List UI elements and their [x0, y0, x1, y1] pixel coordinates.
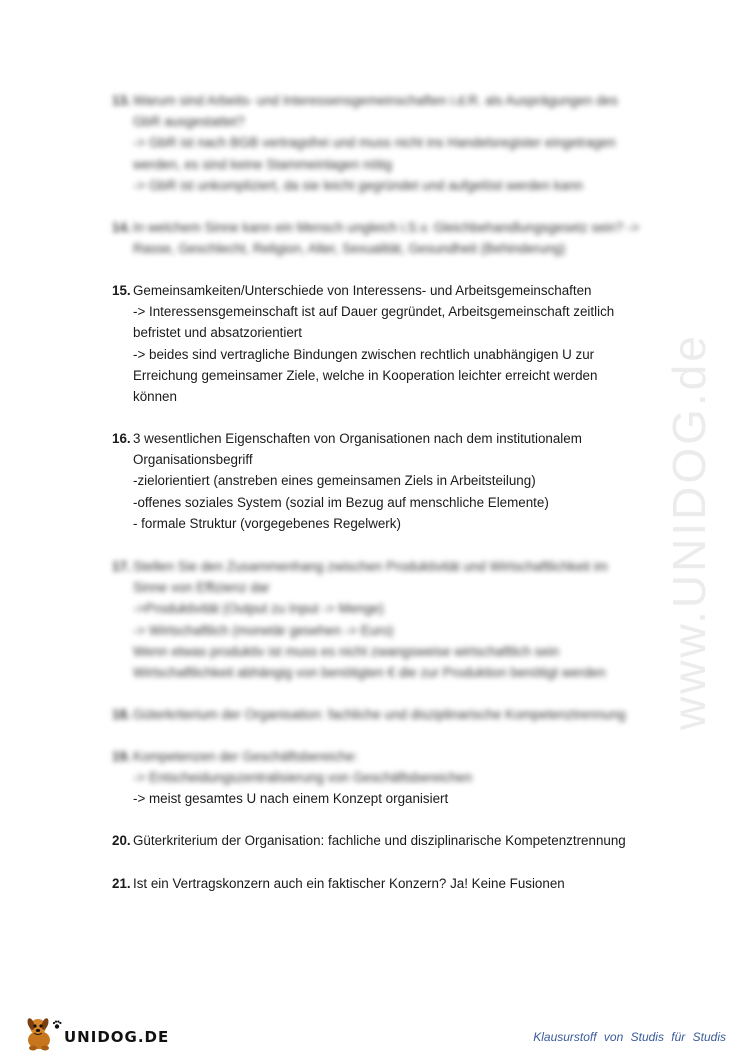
question-17: [112, 556, 657, 683]
question-line: -> meist gesamtes U nach einem Konzept organisiert: [133, 791, 449, 807]
question-line: Warum sind Arbeits- und Interessensgemeinschaften i.d.R. als Ausprägungen des: [133, 93, 618, 108]
question-18: [112, 704, 657, 725]
question-20: [112, 830, 657, 851]
dog-mascot-icon: [22, 1014, 56, 1052]
question-line: Kompetenzen der Geschäftsbereiche:: [133, 749, 358, 764]
question-16: [112, 428, 657, 534]
question-line: Rasse, Geschlecht, Religion, Alter, Sexualität, Gesundheit (Behinderung): [133, 241, 566, 257]
question-19: [112, 746, 657, 810]
question-13: [112, 90, 657, 196]
question-number: 16.: [112, 431, 131, 446]
question-line: Güterkriterium der Organisation: fachliche und disziplinarische Kompetenztrennung: [133, 833, 626, 848]
question-number: 20.: [112, 833, 131, 848]
question-line: Sinne von Effizienz dar: [133, 580, 270, 596]
logo-text: UNIDOG.DE: [64, 1028, 170, 1046]
question-line: -> GbR ist nach BGB vertragsfrei und muss nicht ins Handelsregister eingetragen: [133, 135, 616, 151]
question-number: 21.: [112, 876, 131, 891]
question-15: [112, 280, 657, 407]
question-number: 14.: [112, 220, 131, 235]
paw-icon: [52, 1020, 62, 1030]
footer-tagline: Klausurstoff von Studis für Studis: [533, 1030, 726, 1044]
question-number: 15.: [112, 283, 131, 298]
question-line: Gemeinsamkeiten/Unterschiede von Interessens- und Arbeitsgemeinschaften: [133, 283, 592, 298]
question-line: Organisationsbegriff: [133, 452, 253, 468]
unidog-logo[interactable]: [22, 1012, 169, 1052]
question-line: -> beides sind vertragliche Bindungen zwischen rechtlich unabhängigen U zur: [133, 346, 595, 362]
question-line: können: [133, 389, 177, 405]
question-line: -> Wirtschaftlich (monetär gesehen -> Euro): [133, 622, 394, 638]
question-line: -> Interessensgemeinschaft ist auf Dauer gegründet, Arbeitsgemeinschaft zeitlich: [133, 304, 615, 320]
watermark: www.UNIDOG.de: [663, 333, 715, 730]
question-number: 13.: [112, 93, 131, 108]
question-line: -> Entscheidungszentralisierung von Geschäftsbereichen: [133, 770, 473, 786]
question-line: Wirtschaftlichkeit abhängig von benötigten € die zur Produktion benötigt werden: [133, 665, 606, 681]
question-line: ->Produktivität (Output zu Input -> Menge): [133, 601, 384, 617]
question-line: werden, es sind keine Stammeinlagen nötig: [133, 156, 393, 172]
question-line: 3 wesentlichen Eigenschaften von Organisationen nach dem institutionalem: [133, 431, 582, 446]
question-line: befristet und absatzorientiert: [133, 325, 302, 341]
question-line: Güterkriterium der Organisation: fachliche und disziplinarische Kompetenztrennung: [133, 707, 626, 722]
question-14: [112, 217, 657, 259]
question-line: -> GbR ist unkompliziert, da sie leicht gegründet und aufgelöst werden kann: [133, 177, 583, 193]
question-line: - formale Struktur (vorgegebenes Regelwerk): [133, 515, 401, 531]
question-line: Ist ein Vertragskonzern auch ein faktischer Konzern? Ja! Keine Fusionen: [133, 876, 565, 891]
question-line: GbR ausgestattet?: [133, 114, 245, 130]
question-line: In welchem Sinne kann ein Mensch ungleich i.S.v. Gleichbehandlungsgesetz sein? ->: [133, 220, 640, 235]
question-number: 18.: [112, 707, 131, 722]
question-21: [112, 873, 657, 894]
question-line: -offenes soziales System (sozial im Bezug auf menschliche Elemente): [133, 494, 549, 510]
question-number: 19.: [112, 749, 131, 764]
question-line: Wenn etwas produktiv ist muss es nicht zwangsweise wirtschaftlich sein: [133, 643, 560, 659]
question-line: -zielorientiert (anstreben eines gemeinsamen Ziels in Arbeitsteilung): [133, 473, 536, 489]
question-line: Stellen Sie den Zusammenhang zwischen Produktivität und Wirtschaftlichkeit im: [133, 559, 608, 574]
question-number: 17.: [112, 559, 131, 574]
question-line: Erreichung gemeinsamer Ziele, welche in Kooperation leichter erreicht werden: [133, 367, 598, 383]
